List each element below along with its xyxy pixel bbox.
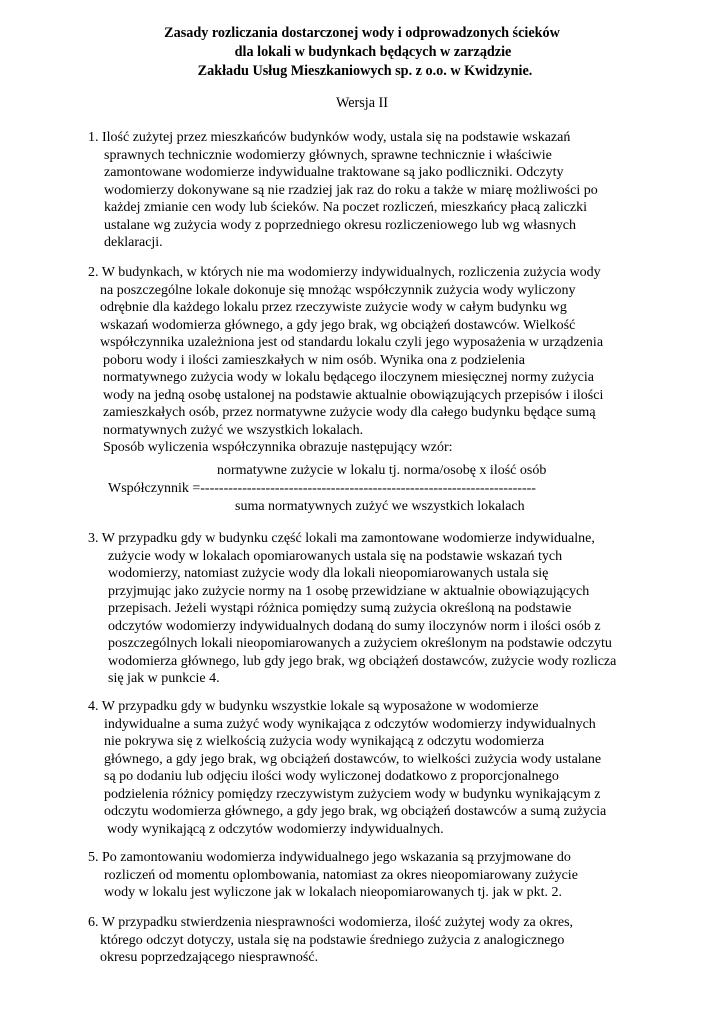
paragraph-line: odczytu wodomierza głównego, a gdy jego brak, wg obciążeń dostawców a sumą zużycia [104, 804, 607, 819]
paragraph-line: przepisach. Jeżeli wystąpi różnica pomiędzy sumą zużycia określoną na podstawie [108, 601, 572, 616]
paragraph-line: 2. W budynkach, w których nie ma wodomierzy indywidualnych, rozliczenia zużycia wody [88, 265, 601, 280]
paragraph-line: nie pokrywa się z wielkością zużycia wody wynikającą z odczytu wodomierza [104, 734, 545, 749]
paragraph-line: wody na jedną osobę ustalonej na podstawie aktualnie obowiązujących przepisów i ilości [103, 387, 604, 403]
paragraph-line: którego odczyt dotyczy, ustala się na podstawie średniego zużycia z analogicznego [100, 932, 565, 948]
paragraph-line: odrębnie dla każdego lokalu przez rzeczywiste zużycie wody w całym budynku wg [100, 300, 567, 315]
paragraph-6 [0, 914, 724, 967]
paragraph-line: zamieszkałych osób, przez normatywne zużycie wody dla całego budynku będące sumą [103, 405, 596, 420]
formula-label: Współczynnik =------------------------------------------------------------------------ [108, 481, 536, 496]
paragraph-line: rozliczeń od momentu oplombowania, natomiast za okres nieopomiarowany zużycie [104, 867, 578, 883]
document-version: Wersja II [335, 95, 389, 111]
paragraph-line: na poszczególne lokale dokonuje się mnożąc współczynnik zużycia wody wyliczony [100, 282, 576, 298]
paragraph-line: głównego, a gdy jego brak, wg obciążeń dostawców, to wielkości zużycia wody ustalane [104, 751, 602, 767]
paragraph-line: okresu poprzedzającego niesprawność. [100, 950, 319, 965]
paragraph-3 [0, 530, 724, 688]
paragraph-line: wodomierzy, natomiast zużycie wody dla lokali nieopomiarowanych ustala się [108, 566, 549, 581]
paragraph-line: wody w lokalu jest wyliczone jak w lokalach nieopomiarowanych tj. jak w pkt. 2. [104, 885, 563, 900]
paragraph-line: indywidualne a suma zużyć wody wynikająca z odczytów wodomierzy indywidualnych [104, 716, 596, 732]
paragraph-line: 1. Ilość zużytej przez mieszkańców budynków wody, ustala się na podstawie wskazań [88, 130, 571, 145]
paragraph-line: Sposób wyliczenia współczynnika obrazuje następujący wzór: [103, 440, 453, 455]
paragraph-line: podzielenia różnicy pomiędzy rzeczywistym zużyciem wody w budynku wynikającym z [104, 786, 601, 802]
paragraph-line: wodomierza głównego, lub gdy jego brak, wg obciążeń dostawców, zużycie wody rozlicza [108, 653, 617, 669]
title-line-2: dla lokali w budynkach będących w zarządzie [234, 44, 512, 60]
paragraph-line: zamontowane wodomierze indywidualne traktowane są jako podliczniki. Odczyty [104, 165, 564, 180]
formula-numerator: normatywne zużycie w lokalu tj. norma/osobę x ilość osób [217, 463, 547, 478]
paragraph-line: ustalane wg zużycia wody z poprzedniego okresu rozliczeniowego lub wg własnych [104, 217, 576, 233]
formula-denominator: suma normatywnych zużyć we wszystkich lokalach [235, 499, 525, 514]
paragraph-line: 5. Po zamontowaniu wodomierza indywidualnego jego wskazania są przyjmowane do [88, 850, 571, 865]
document-title [0, 24, 724, 81]
paragraph-5 [0, 849, 724, 902]
paragraph-line: wody wynikającą z odczytów wodomierzy indywidualnych. [107, 821, 444, 837]
paragraph-line: się jak w punkcie 4. [108, 671, 220, 686]
paragraph-2 [0, 264, 724, 457]
title-line-3: Zakładu Usług Mieszkaniowych sp. z o.o. w Kwidzynie. [197, 63, 533, 79]
paragraph-line: deklaracji. [104, 235, 163, 250]
paragraph-line: normatywnego zużycia wody w lokalu będącego iloczynem miesięcznej normy zużycia [103, 370, 594, 385]
paragraph-line: 6. W przypadku stwierdzenia niesprawności wodomierza, ilość zużytej wody za okres, [88, 915, 574, 930]
paragraph-line: są po dodaniu lub odjęciu ilości wody wyliczonej dodatkowo z proporcjonalnego [104, 769, 559, 784]
paragraph-line: 4. W przypadku gdy w budynku wszystkie lokale są wyposażone w wodomierze [88, 699, 539, 714]
paragraph-line: poszczególnych lokali nieopomiarowanych a zużyciem określonym na podstawie odczytu [108, 636, 612, 651]
title-line-1: Zasady rozliczania dostarczonej wody i odprowadzonych ścieków [164, 25, 560, 41]
paragraph-line: przyjmując jako zużycie normy na 1 osobę przewidziane w aktualnie obowiązujących [108, 583, 590, 599]
paragraph-4 [0, 698, 724, 838]
paragraph-line: wodomierzy dokonywane są nie rzadziej jak raz do roku a także w miarę możliwości po [104, 182, 598, 198]
paragraph-line: normatywnych zużyć we wszystkich lokalach. [103, 422, 364, 438]
paragraph-line: zużycie wody w lokalach opomiarowanych ustala się na podstawie wskazań tych [108, 548, 563, 564]
paragraph-line: odczytów wodomierzy indywidualnych dodaną do sumy iloczynów norm i ilości osób z [108, 618, 601, 634]
paragraph-line: sprawnych technicznie wodomierzy głównych, sprawne technicznie i właściwie [104, 147, 552, 163]
paragraph-line: wskazań wodomierza głównego, a gdy jego brak, wg obciążeń dostawców. Wielkość [100, 317, 576, 333]
paragraph-line: współczynnika uzależniona jest od standardu lokalu czyli jego wyposażenia w urządzenia [100, 335, 604, 350]
paragraph-line: każdej zmianie cen wody lub ścieków. Na poczet rozliczeń, mieszkańcy płacą zaliczki [104, 200, 588, 215]
paragraph-line: 3. W przypadku gdy w budynku część lokali ma zamontowane wodomierze indywidualne, [88, 531, 595, 546]
paragraph-1 [0, 129, 724, 252]
paragraph-line: poboru wody i ilości zamieszkałych w nim osób. Wynika ona z podzielenia [103, 352, 525, 368]
